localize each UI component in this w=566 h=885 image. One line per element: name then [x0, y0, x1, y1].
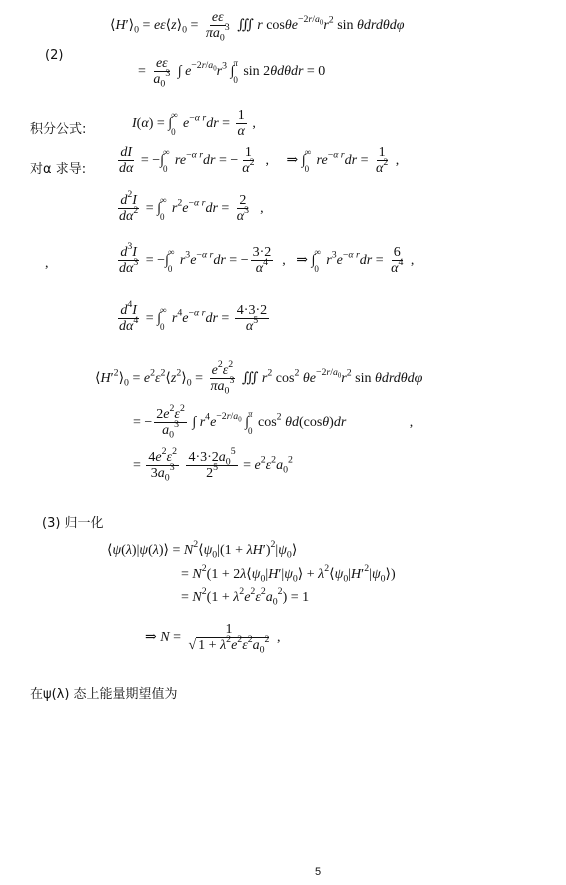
integral-formula-label: 积分公式: [30, 122, 87, 137]
part2-label: (2) [45, 48, 64, 63]
expectation-h1-result: = $\frac{e\varepsilon}{a_0^3}$ ∫ $e^{-2r/a_0}r^3$ ∫ π 0 sin 2θdθdr = 0 [138, 56, 326, 90]
comma-mark: , [45, 256, 49, 271]
second-derivative: $\frac{d^2I}{d\alpha^2}$ = ∫ ∞ 0 $r^2e^{-\alpha r}dr$ = $\frac{2}{\alpha^3}$ , [119, 189, 264, 225]
fourth-derivative: $\frac{d^4I}{d\alpha^4}$ = ∫ ∞ 0 $r^4e^{-\alpha r}dr$ = $\frac{4\cdot 3\cdot 2}{\alpha^5}$ [119, 299, 268, 335]
page-number: 5 [315, 866, 322, 878]
part3-label: (3) 归一化 [42, 516, 104, 531]
normalization-constant: ⇒ N = $\frac{1}{√ 1 + \lambda^2e^2\varepsilon^2a_0^2}$ , [145, 622, 281, 656]
energy-expectation-text: 在ψ(λ) 态上能量期望值为 [30, 687, 178, 702]
expectation-h1-squared-line: $⟨H'^2⟩_0$ = $e^2\varepsilon^2⟨z^2⟩_0$ = $\frac{e^2\varepsilon^2}{\pi a_0^3}$ ∭ $r^2$ $\cos^2 \theta e^{-2r/a_0}r^2$ sin θdrdθdφ [95, 359, 423, 397]
first-derivative: $\frac{dI}{d\alpha}$ = −∫ ∞ 0 $re^{-\alpha r}dr$ = − $\frac{1}{\alpha^2}$ , ⇒ ∫ ∞ 0 $re^{-\alpha r}dr$ = $\frac{1}{\alpha^2}$ , [119, 145, 400, 177]
integral-formula: I(α) = ∫ ∞ 0 $e^{-\alpha r}dr$ = $\frac{1}{\alpha}$ , [132, 108, 256, 140]
third-derivative: $\frac{d^3I}{d\alpha^3}$ = −∫ ∞ 0 $r^3e^{-\alpha r}dr$ = − $\frac{3\cdot 2}{\alpha^4}$ , ⇒ ∫ ∞ 0 $r^3e^{-\alpha r}dr$ = $\frac{6}{\alpha^4}$ , [119, 241, 415, 277]
expectation-h1-line: $⟨H'⟩_0$ = $e\varepsilon⟨z⟩_0$ = $\frac{e\varepsilon}{\pi a_0^3}$ ∭ r $\cos\theta e^{-2r/a_0}r^2$ sin θdrdθdφ [110, 10, 405, 44]
normalization-line2: = $N^2(1$ + $2\lambda⟨\psi_0|H'|\psi_0⟩$ + $\lambda^2⟨\psi_0|H'^2|\psi_0⟩$) [181, 563, 396, 585]
derivative-label: 对α 求导: [30, 162, 87, 177]
expectation-h1-squared-result: = $\frac{4e^2\varepsilon^2}{3a_0^3}$ $\frac{4\cdot 3\cdot 2a_0^5}{2^5}$ = $e^2\varepsilon^2a_0^2$ [133, 446, 293, 484]
expectation-h1-squared-step2: = − $\frac{2e^2\varepsilon^2}{a_0^3}$ ∫ $r^4e^{-2r/a_0}$ ∫ π 0 $\cos^2 \theta d(\cos\theta)dr$ , [133, 403, 414, 441]
normalization-line1: ⟨ψ(λ)|ψ(λ)⟩ = $N^2⟨\psi_0|(1$ + $\lambda H')^2|\psi_0⟩$ [107, 539, 298, 561]
normalization-line3: = $N^2(1 + \lambda^2e^2\varepsilon^2a_0^2) = 1$ [181, 586, 310, 608]
